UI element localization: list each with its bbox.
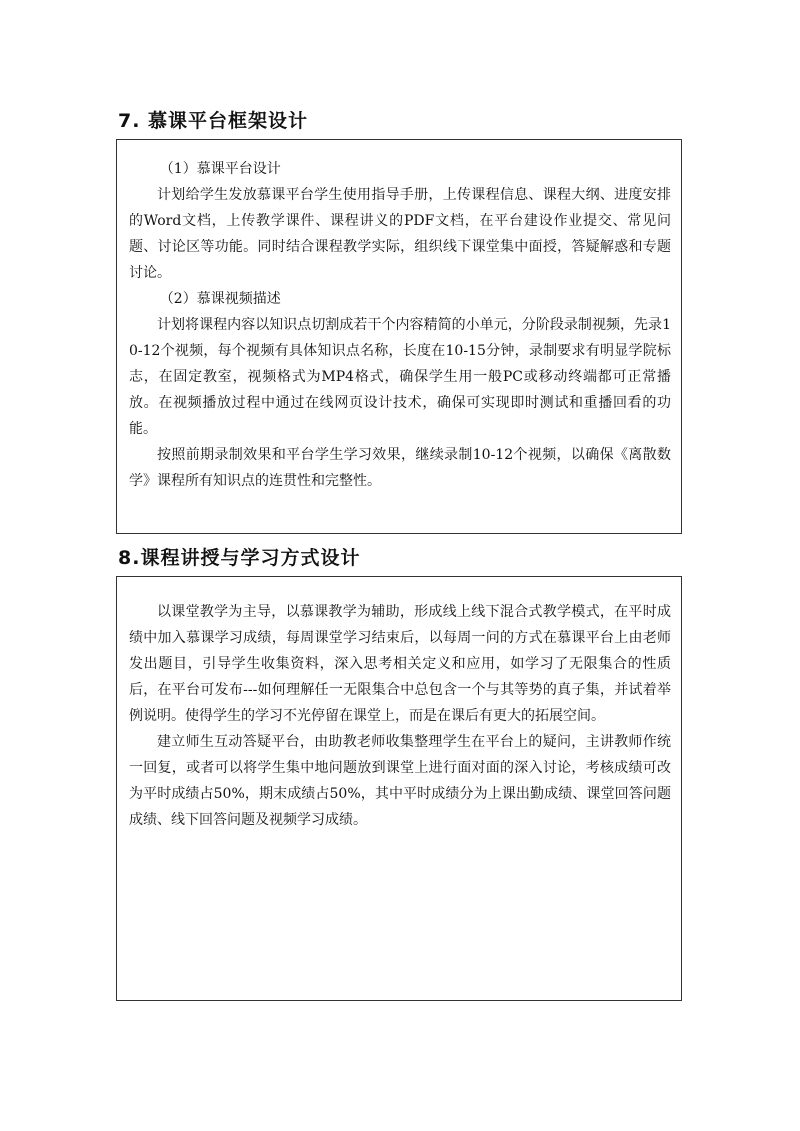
section-7-subheading-1: （1）慕课平台设计 [159,161,281,177]
section-7-paragraph-3: 按照前期录制效果和平台学生学习效果，继续录制10-12个视频，以确保《离散数学》课程所有知识点的连贯性和完整性。 [129,447,671,489]
section-7-heading: 7. 慕课平台框架设计 [118,110,309,132]
section-8-heading: 8.课程讲授与学习方式设计 [118,547,361,569]
section-7-paragraph-1: 计划给学生发放慕课平台学生使用指导手册，上传课程信息、课程大纲、进度安排的Word文档，上传教学课件、课程讲义的PDF文档，在平台建设作业提交、常见问题、讨论区等功能。同时结合课程教学实际，组织线下课堂集中面授，答疑解惑和专题讨论。 [129,187,671,281]
section-8-content-box [116,576,682,1001]
section-7-paragraph-2: 计划将课程内容以知识点切割成若干个内容精简的小单元，分阶段录制视频，先录10-12个视频，每个视频有具体知识点名称，长度在10-15分钟，录制要求有明显学院标志，在固定教室，视频格式为MP4格式，确保学生用一般PC或移动终端都可正常播放。在视频播放过程中通过在线网页设计技术，确保可实现即时测试和重播回看的功能。 [129,317,671,437]
section-8-paragraph-2: 建立师生互动答疑平台，由助教老师收集整理学生在平台上的疑问，主讲教师作统一回复，或者可以将学生集中地问题放到课堂上进行面对面的深入讨论，考核成绩可改为平时成绩占50%，期末成绩占50%，其中平时成绩分为上课出勤成绩、课堂回答问题成绩、线下回答问题及视频学习成绩。 [129,734,671,828]
section-7-subheading-2: （2）慕课视频描述 [159,291,281,307]
section-7-content-box [116,139,682,534]
section-8-paragraph-1: 以课堂教学为主导，以慕课教学为辅助，形成线上线下混合式教学模式，在平时成绩中加入慕课学习成绩，每周课堂学习结束后，以每周一问的方式在慕课平台上由老师发出题目，引导学生收集资料，深入思考相关定义和应用，如学习了无限集合的性质后，在平台可发布---如何理解任一无限集合中总包含一个与其等势的真子集，并试着举例说明。使得学生的学习不光停留在课堂上，而是在课后有更大的拓展空间。 [129,604,671,724]
